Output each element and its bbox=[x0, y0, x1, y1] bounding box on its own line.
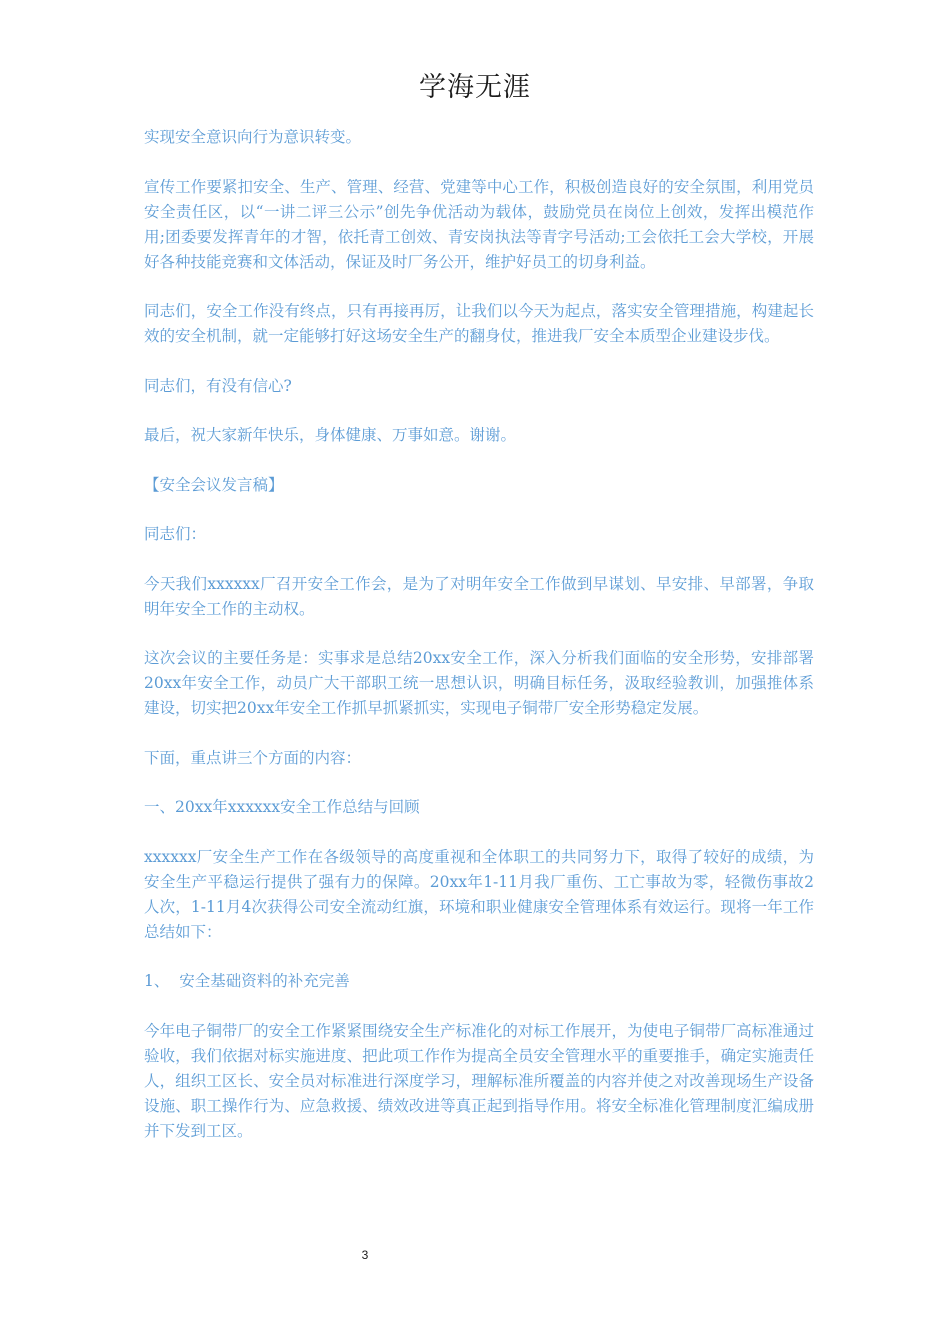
subsection-heading: 1、 安全基础资料的补充完善 bbox=[144, 972, 350, 990]
paragraph: 同志们，有没有信心? bbox=[144, 376, 292, 395]
paragraph: 今天我们xxxxxx厂召开安全工作会，是为了对明年安全工作做到早谋划、早安排、早部署，争取明年安全工作的主动权。 bbox=[144, 574, 814, 618]
paragraph: 今年电子铜带厂的安全工作紧紧围绕安全生产标准化的对标工作展开，为使电子铜带厂高标准通过验收，我们依据对标实施进度、把此项工作作为提高全员安全管理水平的重要推手，确定实施责任人，组织工区长、安全员对标准进行深度学习，理解标准所覆盖的内容并使之对改善现场生产设备设施、职工操作行为、应急救援、绩效改进等真正起到指导作用。将安全标准化管理制度汇编成册并下发到工区。 bbox=[144, 1021, 814, 1140]
paragraph: 下面，重点讲三个方面的内容： bbox=[144, 748, 362, 767]
paragraph: xxxxxx厂安全生产工作在各级领导的高度重视和全体职工的共同努力下，取得了较好的成绩，为安全生产平稳运行提供了强有力的保障。20xx年1-11月我厂重伤、工亡事故为零，轻微伤事故2人次，1-11月4次获得公司安全流动红旗，环境和职业健康安全管理体系有效运行。现将一年工作总结如下： bbox=[144, 847, 814, 941]
section-heading: 一、20xx年xxxxxx安全工作总结与回顾 bbox=[144, 798, 420, 816]
page-header-title: 学海无涯 bbox=[419, 72, 531, 103]
salutation: 同志们： bbox=[144, 525, 207, 543]
document-body bbox=[144, 125, 814, 1168]
section-heading: 【安全会议发言稿】 bbox=[144, 475, 284, 494]
paragraph: 这次会议的主要任务是：实事求是总结20xx安全工作，深入分析我们面临的安全形势，安排部署20xx年安全工作，动员广大干部职工统一思想认识，明确目标任务，汲取经验教训，加强推体系建设，切实把20xx年安全工作抓早抓紧抓实，实现电子铜带厂安全形势稳定发展。 bbox=[144, 649, 814, 717]
paragraph: 宣传工作要紧扣安全、生产、管理、经营、党建等中心工作，积极创造良好的安全氛围，利用党员安全责任区，以“一讲二评三公示”创先争优活动为载体，鼓励党员在岗位上创效，发挥出模范作用;团委要发挥青年的才智，依托青工创效、青安岗执法等青字号活动;工会依托工会大学校，开展好各种技能竞赛和文体活动，保证及时厂务公开，维护好员工的切身利益。 bbox=[144, 177, 814, 271]
paragraph: 最后，祝大家新年快乐，身体健康、万事如意。谢谢。 bbox=[144, 426, 517, 444]
paragraph: 实现安全意识向行为意识转变。 bbox=[144, 128, 362, 146]
page-number: 3 bbox=[361, 1248, 369, 1262]
paragraph: 同志们，安全工作没有终点，只有再接再厉，让我们以今天为起点，落实安全管理措施，构建起长效的安全机制，就一定能够打好这场安全生产的翻身仗，推进我厂安全本质型企业建设步伐。 bbox=[144, 302, 814, 345]
